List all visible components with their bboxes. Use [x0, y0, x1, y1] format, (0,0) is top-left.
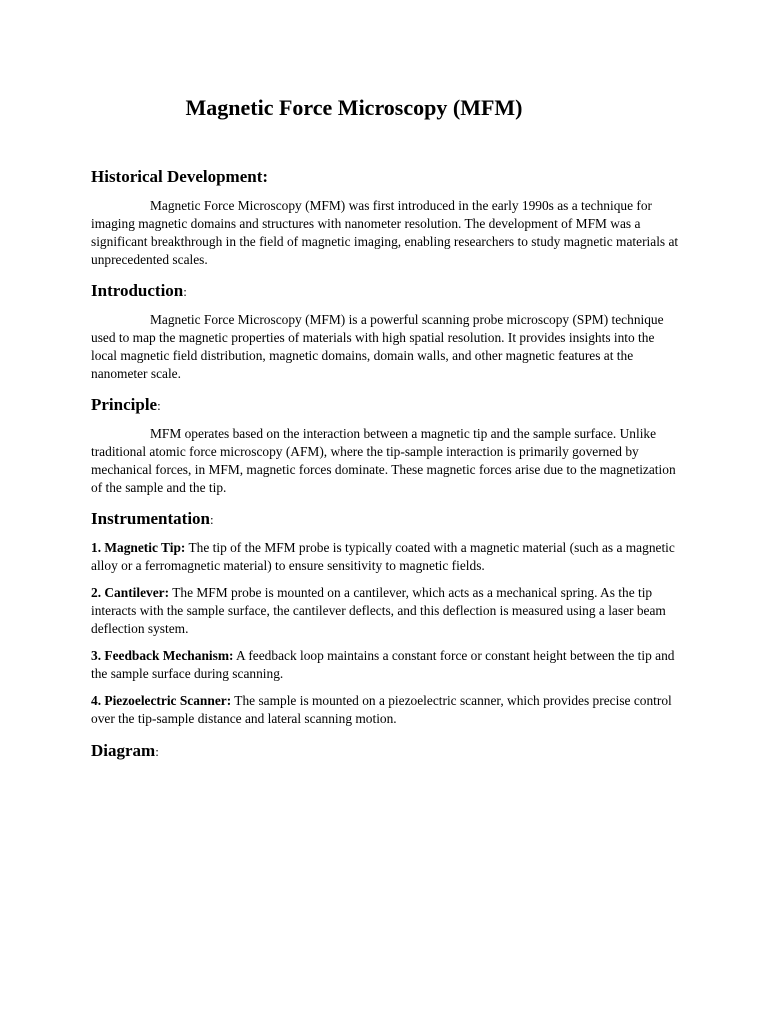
diagram-heading-text: Diagram — [91, 741, 156, 760]
instrumentation-item-piezoelectric-scanner — [91, 692, 681, 728]
instrumentation-item-text: A feedback loop maintains a constant force or constant height between the tip and the sample surface during scanning. — [91, 648, 675, 681]
principle-heading-colon: : — [157, 398, 161, 413]
diagram-heading-colon: : — [155, 744, 159, 759]
introduction-heading — [91, 280, 187, 303]
instrumentation-item-text: The MFM probe is mounted on a cantilever, which acts as a mechanical spring. As the tip interacts with the sample surface, the cantilever deflects, and this deflection is measured using a laser beam deflection system. — [91, 585, 666, 636]
instrumentation-item-lead: 1. Magnetic Tip: — [91, 540, 186, 555]
document-title: Magnetic Force Microscopy (MFM) — [185, 95, 523, 120]
principle-paragraph: MFM operates based on the interaction between a magnetic tip and the sample surface. Unlike traditional atomic force microscopy (AFM), where the tip-sample interaction is primarily governed by mechanical forces, in MFM, magnetic forces dominate. These magnetic forces arise due to the magnetization of the sample and the tip. — [91, 426, 676, 495]
instrumentation-item-cantilever — [91, 584, 681, 638]
instrumentation-item-text: The tip of the MFM probe is typically coated with a magnetic material (such as a magnetic alloy or a ferromagnetic material) to ensure sensitivity to magnetic fields. — [91, 540, 675, 573]
instrumentation-item-lead: 4. Piezoelectric Scanner: — [91, 693, 232, 708]
introduction-heading-colon: : — [183, 284, 187, 299]
instrumentation-item-feedback-mechanism — [91, 647, 681, 683]
historical-development-heading — [91, 166, 268, 188]
principle-heading-text: Principle — [91, 395, 158, 414]
instrumentation-heading — [91, 508, 214, 531]
instrumentation-heading-text: Instrumentation — [91, 509, 211, 528]
instrumentation-item-lead: 2. Cantilever: — [91, 585, 170, 600]
historical-development-paragraph: Magnetic Force Microscopy (MFM) was first introduced in the early 1990s as a technique for imaging magnetic domains and structures with nanometer resolution. The development of MFM was a significant breakthrough in the field of magnetic imaging, enabling researchers to study magnetic materials at unprecedented scales. — [91, 198, 679, 267]
principle-heading — [91, 394, 161, 417]
historical-development-heading-text: Historical Development: — [91, 167, 269, 186]
introduction-paragraph: Magnetic Force Microscopy (MFM) is a powerful scanning probe microscopy (SPM) technique used to map the magnetic properties of materials with high spatial resolution. It provides insights into the local magnetic field distribution, magnetic domains, domain walls, and other magnetic features at the nanometer scale. — [91, 312, 664, 381]
instrumentation-item-magnetic-tip — [91, 539, 681, 575]
instrumentation-item-text: The sample is mounted on a piezoelectric scanner, which provides precise control over the tip-sample distance and lateral scanning motion. — [91, 693, 672, 726]
instrumentation-heading-colon: : — [210, 512, 214, 527]
diagram-heading — [91, 740, 159, 763]
introduction-heading-text: Introduction — [91, 281, 184, 300]
instrumentation-item-lead: 3. Feedback Mechanism: — [91, 648, 234, 663]
